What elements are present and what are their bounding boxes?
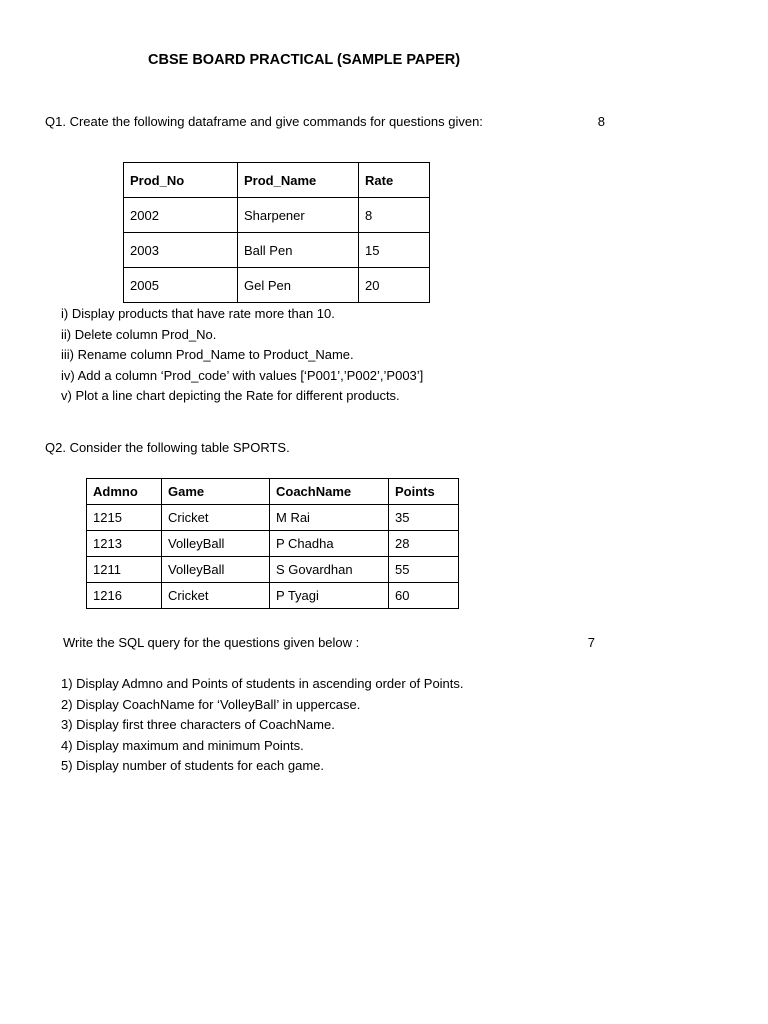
list-item: i) Display products that have rate more than 10. xyxy=(61,306,335,321)
table-cell: Ball Pen xyxy=(238,233,359,268)
table-cell: VolleyBall xyxy=(162,531,270,557)
table-cell: 55 xyxy=(389,557,459,583)
table-cell: Gel Pen xyxy=(238,268,359,303)
q2-header: Q2. Consider the following table SPORTS. xyxy=(45,440,290,455)
page-title: CBSE BOARD PRACTICAL (SAMPLE PAPER) xyxy=(148,52,461,68)
table-cell: 2002 xyxy=(124,198,238,233)
table-cell: P Chadha xyxy=(270,531,389,557)
table-row xyxy=(87,557,459,583)
list-item: 3) Display first three characters of CoachName. xyxy=(61,717,335,732)
list-item: iii) Rename column Prod_Name to Product_Name. xyxy=(61,347,354,362)
header-cell: Prod_No xyxy=(124,163,238,198)
table-row xyxy=(124,198,430,233)
list-item: 5) Display number of students for each game. xyxy=(61,758,325,773)
list-item: iv) Add a column ‘Prod_code’ with values [‘P001’,’P002’,’P003’] xyxy=(61,367,424,383)
table-row xyxy=(87,531,459,557)
table-cell: 20 xyxy=(359,268,430,303)
table-cell: 2005 xyxy=(124,268,238,303)
table-row xyxy=(124,268,430,303)
table-cell: P Tyagi xyxy=(270,583,389,609)
q1-marks: 8 xyxy=(597,114,605,129)
table-cell: 1211 xyxy=(87,557,162,583)
list-item: v) Plot a line chart depicting the Rate for different products. xyxy=(61,388,400,403)
header-cell: CoachName xyxy=(270,479,389,505)
table-row xyxy=(87,505,459,531)
table-cell: 60 xyxy=(389,583,459,609)
q2-instruction xyxy=(63,635,595,650)
header-cell: Rate xyxy=(359,163,430,198)
table-header-row xyxy=(87,479,459,505)
table-row xyxy=(87,583,459,609)
table-cell: Cricket xyxy=(162,583,270,609)
table-cell: 1213 xyxy=(87,531,162,557)
q2-question-list xyxy=(61,674,464,777)
table-cell: 1216 xyxy=(87,583,162,609)
sports-table xyxy=(86,478,459,609)
table-cell: S Govardhan xyxy=(270,557,389,583)
table-cell: 1215 xyxy=(87,505,162,531)
q2-marks: 7 xyxy=(587,635,595,650)
table-header-row xyxy=(124,163,430,198)
table-cell: Cricket xyxy=(162,505,270,531)
table-row xyxy=(124,233,430,268)
table-cell: VolleyBall xyxy=(162,557,270,583)
q1-question-list xyxy=(61,304,423,407)
header-cell: Game xyxy=(162,479,270,505)
q1-text: Q1. Create the following dataframe and give commands for questions given: xyxy=(45,114,483,129)
list-item: 2) Display CoachName for ‘VolleyBall’ in uppercase. xyxy=(61,696,361,712)
products-table xyxy=(123,162,430,303)
header-cell: Prod_Name xyxy=(238,163,359,198)
table-cell: M Rai xyxy=(270,505,389,531)
list-item: ii) Delete column Prod_No. xyxy=(61,326,217,342)
table-cell: Sharpener xyxy=(238,198,359,233)
table-cell: 2003 xyxy=(124,233,238,268)
table-cell: 28 xyxy=(389,531,459,557)
q1-header xyxy=(45,114,605,129)
list-item: 4) Display maximum and minimum Points. xyxy=(61,737,304,753)
table-cell: 8 xyxy=(359,198,430,233)
table-cell: 15 xyxy=(359,233,430,268)
header-cell: Points xyxy=(389,479,459,505)
table-cell: 35 xyxy=(389,505,459,531)
q2-instruction-text: Write the SQL query for the questions given below : xyxy=(63,635,360,650)
list-item: 1) Display Admno and Points of students in ascending order of Points. xyxy=(61,676,464,691)
header-cell: Admno xyxy=(87,479,162,505)
